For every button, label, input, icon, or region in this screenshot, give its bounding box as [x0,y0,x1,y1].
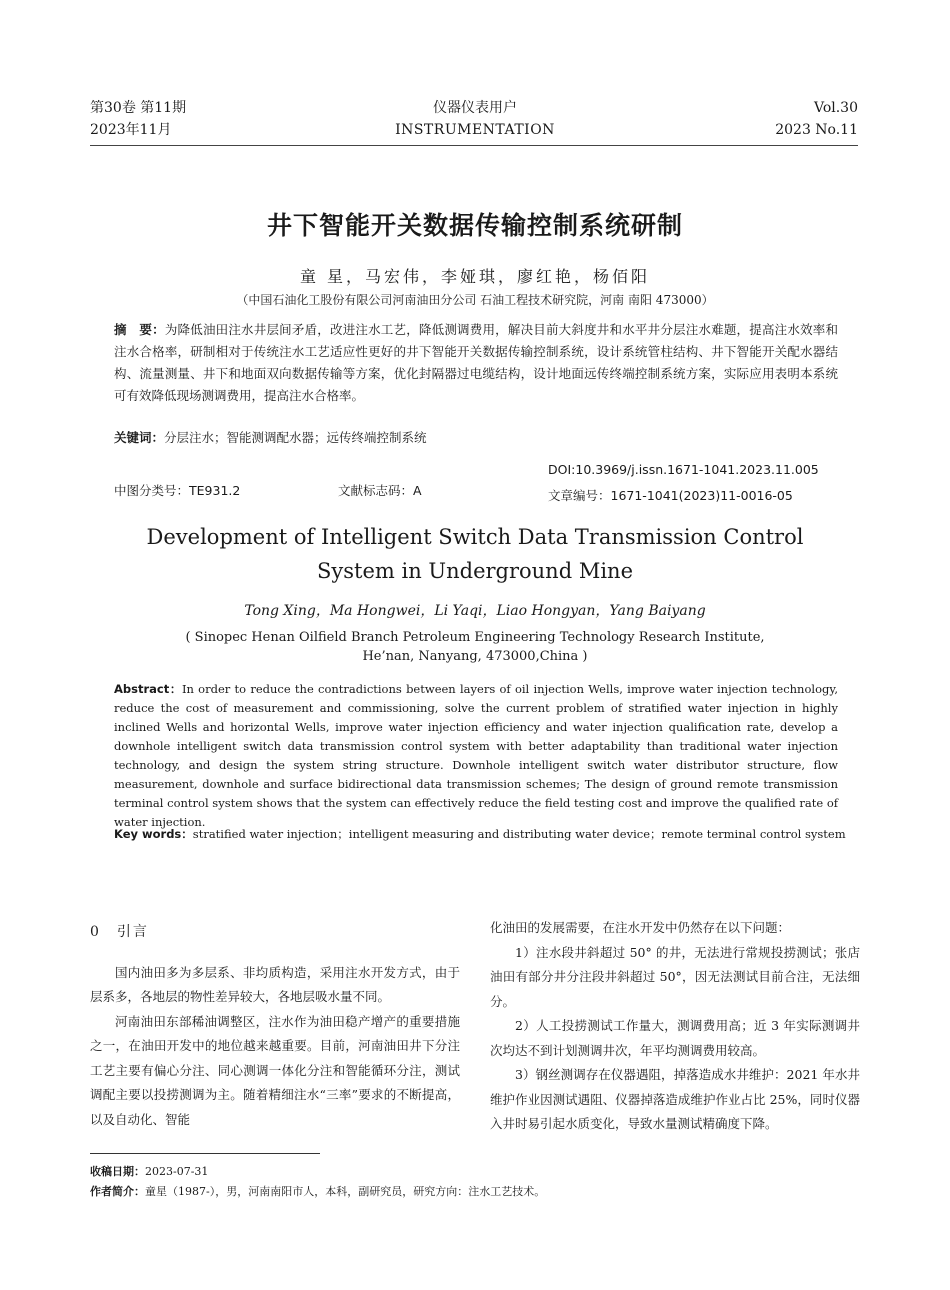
paper-title-cn: 井下智能开关数据传输控制系统研制 [266,211,683,240]
clc-number: 中图分类号：TE931.2 [114,483,241,498]
abstract-cn-label: 摘 要： [114,322,165,337]
abstract-cn [114,319,838,407]
keywords-en-label: Key words： [114,827,193,841]
received-date [90,1162,208,1181]
body-column-left [90,920,460,1132]
article-number: 文章编号：1671-1041(2023)11-0016-05 [548,488,793,503]
keywords-en-text: stratified water injection；intelligent measuring and distributing water device；remote terminal control system [192,827,846,841]
body-column-right [490,916,860,1137]
header-rule [90,145,858,146]
body-paragraph: 1）注水段井斜超过 50° 的井，无法进行常规投捞测试；张店油田有部分井分注段井斜超过 50°，因无法测试目前合注，无法细分。 [490,944,860,1009]
section-title: 0 引言 [90,924,149,940]
paper-title-en-line1: Development of Intelligent Switch Data Transmission Control [146,525,804,549]
date-cn: 2023年11月 [90,122,172,138]
abstract-en [114,680,838,832]
volume-issue-cn: 第30卷 第11期 [90,100,187,116]
abstract-cn-text: 为降低油田注水井层间矛盾，改进注水工艺，降低测调费用，解决目前大斜度井和水平井分层注水难题，提高注水效率和注水合格率，研制相对于传统注水工艺适应性更好的井下智能开关数据传输控制系统，设计系统管柱结构、井下智能开关配水器结构、流量测量、井下和地面双向数据传输等方案，优化封隔器过电缆结构，设计地面远传终端控制系统方案，实际应用表明本系统可有效降低现场测调费用，提高注水合格率。 [114,322,838,403]
journal-name-cn: 仪器仪表用户 [433,100,517,116]
doi: DOI:10.3969/j.issn.1671-1041.2023.11.005 [548,462,819,477]
body-paragraph: 国内油田多为多层系、非均质构造，采用注水开发方式，由于层系多，各地层的物性差异较大，各地层吸水量不同。 [90,964,460,1004]
document-code: 文献标志码：A [338,483,422,498]
year-issue-en: 2023 No.11 [775,122,858,138]
volume-en: Vol.30 [814,100,858,116]
received-value: 2023-07-31 [145,1165,209,1178]
paper-title-en-line2: System in Underground Mine [317,559,633,583]
authors-cn: 童 星，马宏伟，李娅琪，廖红艳，杨佰阳 [299,267,651,286]
journal-volume-info-en [775,97,858,141]
keywords-en [114,826,846,842]
body-paragraph: 2）人工投捞测试工作量大，测调费用高；近 3 年实际测调井次均达不到计划测调井次，年平均测调费用较高。 [490,1018,860,1058]
affiliation-en [0,628,950,666]
footnote-rule [90,1153,320,1154]
keywords-cn [114,428,427,446]
paper-title-en [0,520,950,588]
affiliation-en-line2: He’nan, Nanyang, 473000,China ) [362,649,588,664]
keywords-cn-text: 分层注水；智能测调配水器；远传终端控制系统 [164,430,427,445]
author-bio-label: 作者简介： [90,1185,145,1198]
affiliation-cn: （中国石油化工股份有限公司河南油田分公司 石油工程技术研究院，河南 南阳 473000） [236,293,714,307]
author-bio [90,1182,545,1201]
authors-en: Tong Xing，Ma Hongwei，Li Yaqi，Liao Hongyan，Yang Baiyang [244,603,706,619]
abstract-en-label: Abstract： [114,682,182,696]
author-bio-value: 童星（1987-），男，河南南阳市人，本科，副研究员，研究方向：注水工艺技术。 [145,1185,546,1198]
journal-name-en: INSTRUMENTATION [395,122,555,138]
received-label: 收稿日期： [90,1165,145,1178]
affiliation-en-line1: ( Sinopec Henan Oilfield Branch Petroleum Engineering Technology Research Institute, [185,630,765,645]
abstract-en-text: In order to reduce the contradictions between layers of oil injection Wells, improve water injection technology, reduce the cost of measurement and commissioning, solve the current problem of stratified water injection in highly inclined Wells and horizontal Wells, improve water injection efficiency and water injection qualification rate, develop a downhole intelligent switch data transmission control system with better adaptability than traditional water injection technology, and design the system string structure. Downhole intelligent switch water distributor structure, flow measurement, downhole and surface bidirectional data transmission schemes; The design of ground remote transmission terminal control system shows that the system can effectively reduce the field testing cost and improve the qualified rate of water injection. [114,682,838,829]
body-paragraph: 3）钢丝测调存在仪器遇阻，掉落造成水井维护：2021 年水井维护作业因测试遇阻、仪器掉落造成维护作业占比 25%，同时仪器入井时易引起水质变化，导致水量测试精确度下降。 [490,1067,860,1131]
body-paragraph: 河南油田东部稀油调整区，注水作为油田稳产增产的重要措施之一，在油田开发中的地位越来越重要。目前，河南油田井下分注工艺主要有偏心分注、同心测调一体化分注和智能循环分注，测试调配主要以投捞测调为主。随着精细注水“三率”要求的不断提高，以及自动化、智能 [90,1013,460,1127]
body-continuation: 化油田的发展需要，在注水开发中仍然存在以下问题： [490,920,791,935]
keywords-cn-label: 关键词： [114,430,165,445]
